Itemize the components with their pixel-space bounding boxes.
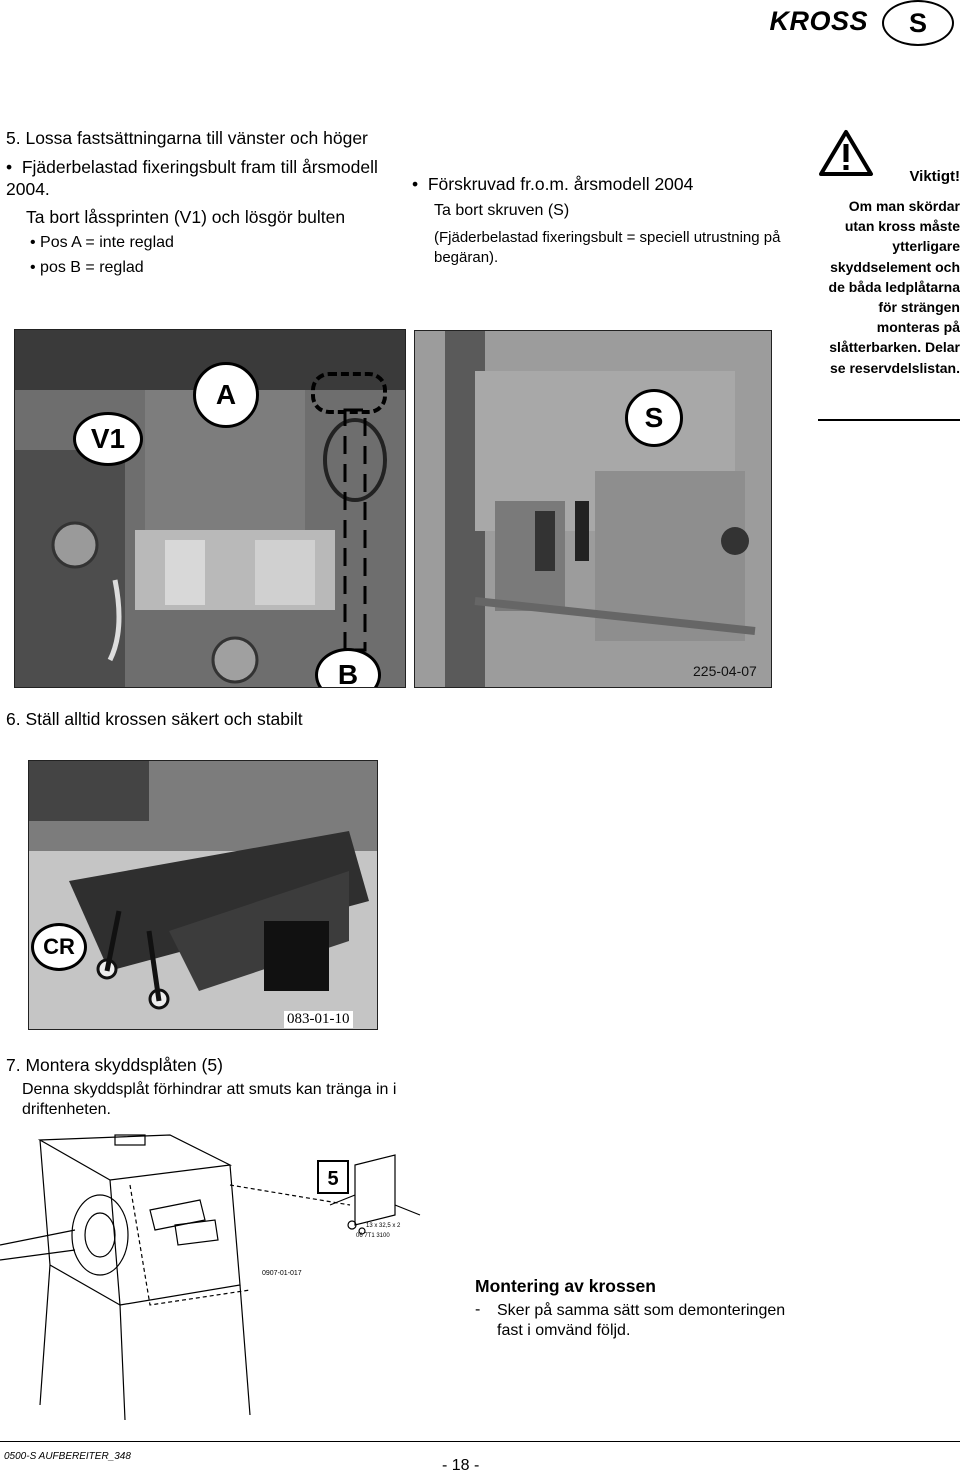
photo-conditioner-stand [28, 760, 378, 1030]
photo3-code: 083-01-10 [284, 1011, 353, 1028]
step6-heading: 6. Ställ alltid krossen säkert och stabilt [6, 709, 303, 729]
step5-note2: (Fjäderbelastad fixeringsbult = speciell utrustning på begäran). [434, 229, 781, 266]
bullet-dot: • [6, 157, 22, 177]
bullet2-text: Förskruvad fr.o.m. årsmodell 2004 [427, 174, 694, 194]
mounting-item: Sker på samma sätt som demonteringen fast i omvänd följd. [497, 1302, 786, 1339]
label-5: 5 [327, 1168, 339, 1190]
pos-b-text: pos B = reglad [40, 259, 144, 276]
step5-sub1: Ta bort låssprinten (V1) och lösgör bulten [26, 207, 346, 227]
label-a: A [193, 362, 259, 428]
warning-divider [818, 419, 960, 421]
step5-sub2: Ta bort skruven (S) [434, 202, 570, 219]
pos-a-text: Pos A = inte reglad [40, 234, 174, 251]
step5-bullet1 [6, 156, 394, 200]
label-cr: CR [31, 923, 87, 971]
highlight-bolt [311, 372, 387, 414]
footer-doc-id: 0500-S AUFBEREITER_348 [4, 1451, 131, 1462]
drawing-code: 0907-01-017 [262, 1270, 302, 1277]
drawing-guard-plate [0, 1125, 445, 1420]
bullet1-text: Fjäderbelastad fixeringsbult fram till årsmodell 2004. [6, 157, 378, 199]
warning-text: Om man skördar utan kross måste ytterligare skyddselement och de båda ledplåtarna för strängen monteras på slåtterbarken. Delar se reservdelslistan. [828, 198, 960, 376]
step7-text: Denna skyddsplåt förhindrar att smuts kan tränga in i driftenheten. [22, 1081, 397, 1118]
footer-divider [0, 1441, 960, 1442]
photo2-code: 225-04-07 [693, 663, 757, 679]
pos-a: • Pos A = inte reglad [30, 234, 174, 251]
bullet-dot: • [412, 174, 428, 194]
header-title: KROSS [769, 6, 868, 36]
label-b: B [315, 648, 381, 688]
header-badge: S [882, 0, 954, 46]
pos-b: • pos B = reglad [30, 259, 144, 276]
bolt-spec: 13 x 32,5 x 2 [366, 1223, 401, 1229]
photo-screw [414, 330, 772, 688]
mounting-dash: - [475, 1301, 481, 1318]
photo-fixing-bolt [14, 329, 406, 688]
warning-title: Viktigt! [909, 168, 960, 185]
label-s: S [625, 389, 683, 447]
page-number: - 18 - [442, 1457, 480, 1474]
bolt-ref: 06 7T1 3100 [356, 1233, 390, 1239]
mounting-heading: Montering av krossen [475, 1276, 656, 1296]
step7-heading: 7. Montera skyddsplåten (5) [6, 1055, 223, 1075]
step5-heading: 5. Lossa fastsättningarna till vänster och höger [6, 128, 368, 148]
label-v1: V1 [73, 412, 143, 466]
step5-bullet2 [412, 174, 693, 195]
